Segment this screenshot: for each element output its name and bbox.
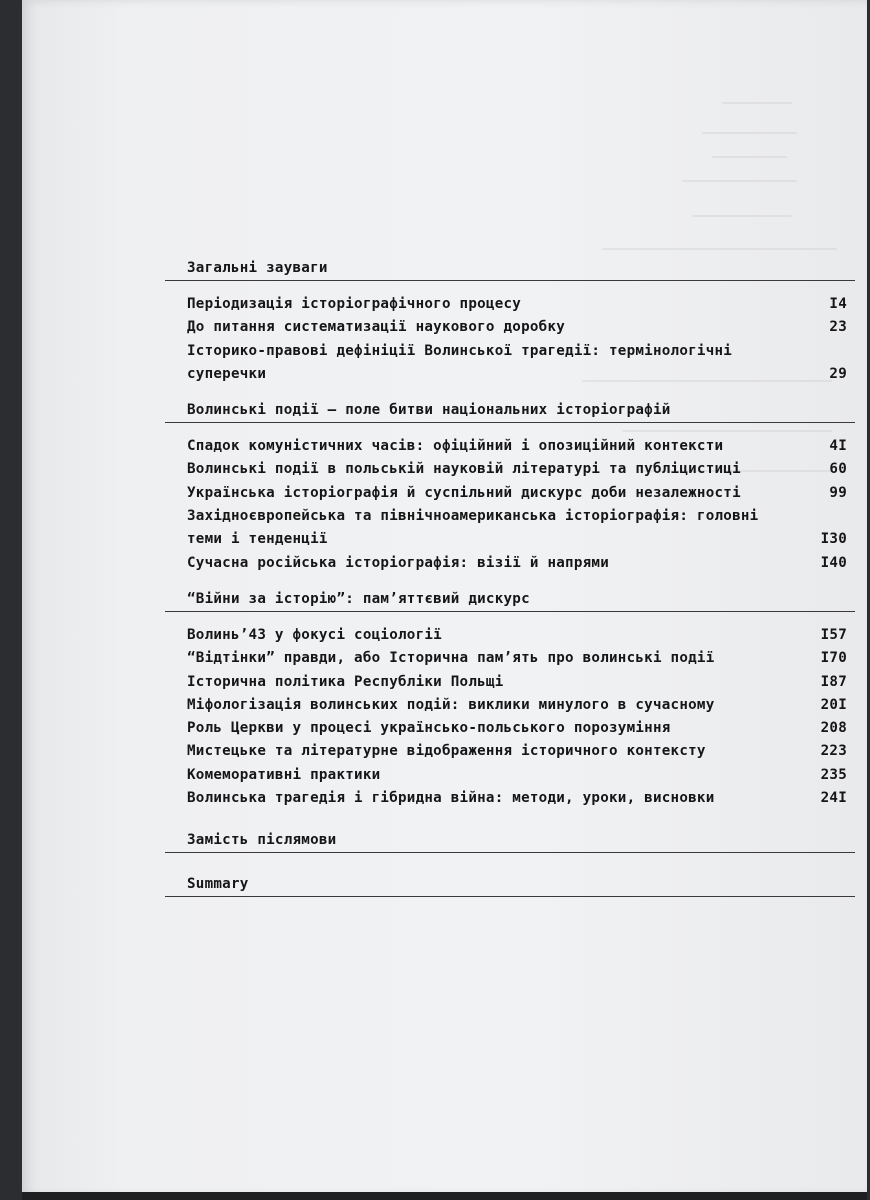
entry-page-number: I4 xyxy=(829,296,847,312)
entry-page-number: I57 xyxy=(820,626,847,643)
entry-title: Західноєвропейська та північноамериканська історіографія: головні теми і тенденції xyxy=(187,508,759,548)
entry-page-number: 235 xyxy=(820,766,847,783)
entry-title: Сучасна російська історіографія: візії й напрями xyxy=(187,554,609,571)
bleed-through-mark xyxy=(682,180,797,182)
toc-entry xyxy=(187,340,855,387)
toc-entry xyxy=(187,717,855,740)
toc-entry xyxy=(187,293,855,316)
entry-title: Роль Церкви у процесі українсько-польського порозуміння xyxy=(187,720,671,737)
toc-section-afterword xyxy=(165,830,855,853)
bleed-through-mark xyxy=(712,156,787,158)
toc-entry xyxy=(187,458,855,481)
bleed-through-mark xyxy=(602,248,837,250)
entry-title: Мистецьке та літературне відображення історичного контексту xyxy=(187,743,706,760)
toc-section-history-wars xyxy=(165,589,855,824)
entry-page-number: 24I xyxy=(820,790,847,807)
entry-page-number: 208 xyxy=(820,720,847,737)
section-title: “Війни за історію”: пам’яттєвий дискурс xyxy=(165,589,855,612)
entry-page-number: I40 xyxy=(820,554,847,571)
entry-page-number: I87 xyxy=(820,673,847,690)
entry-title: Історична політика Республіки Польщі xyxy=(187,673,504,690)
bleed-through-mark xyxy=(722,102,792,104)
toc-entry xyxy=(187,316,855,339)
toc-entry xyxy=(187,552,855,575)
toc-section-general-remarks xyxy=(165,258,855,400)
section-title: Замість післямови xyxy=(165,830,855,853)
toc-entry xyxy=(187,505,855,552)
section-title: Волинські події – поле битви національних історіографій xyxy=(165,400,855,423)
entry-title: Волинська трагедія і гібридна війна: методи, уроки, висновки xyxy=(187,790,715,807)
entry-title: “Відтінки” правди, або Історична пам’ять про волинські події xyxy=(187,650,715,667)
entry-title: Волинські події в польській науковій літературі та публіцистиці xyxy=(187,461,741,478)
entry-page-number: I70 xyxy=(820,650,847,667)
entry-page-number: 99 xyxy=(829,484,847,501)
entry-page-number: I30 xyxy=(820,531,847,548)
entry-page-number: 23 xyxy=(829,319,847,336)
toc-entry xyxy=(187,482,855,505)
entry-title: Міфологізація волинських подій: виклики минулого в сучасному xyxy=(187,696,715,713)
section-title: Summary xyxy=(165,874,855,897)
table-of-contents xyxy=(165,258,855,897)
toc-entry xyxy=(187,435,855,458)
entry-title: Комеморативні практики xyxy=(187,766,381,783)
toc-entry xyxy=(187,647,855,670)
entry-title: Історико-правові дефініції Волинської трагедії: термінологічні суперечки xyxy=(187,342,733,382)
toc-section-summary xyxy=(165,874,855,897)
toc-entry xyxy=(187,740,855,763)
toc-entry xyxy=(187,694,855,717)
toc-entry xyxy=(187,671,855,694)
entry-title: До питання систематизації наукового доробку xyxy=(187,319,566,336)
bleed-through-mark xyxy=(702,132,797,134)
entry-title: Спадок комуністичних часів: офіційний і опозиційний контексти xyxy=(187,438,724,455)
section-title: Загальні зауваги xyxy=(165,258,855,281)
entry-page-number: 29 xyxy=(829,365,847,382)
toc-entry xyxy=(187,787,855,810)
page-bottom-edge xyxy=(22,1192,867,1200)
entry-title: Українська історіографія й суспільний дискурс доби незалежності xyxy=(187,484,741,501)
entry-page-number: 60 xyxy=(829,461,847,478)
toc-entry xyxy=(187,624,855,647)
toc-section-battlefield xyxy=(165,400,855,589)
entry-title: Періодизація історіографічного процесу xyxy=(187,296,522,312)
entry-page-number: 4I xyxy=(829,438,847,455)
entry-page-number: 20I xyxy=(820,696,847,713)
toc-entry xyxy=(187,764,855,787)
entry-title: Волинь’43 у фокусі соціології xyxy=(187,626,442,643)
entry-page-number: 223 xyxy=(820,743,847,760)
bleed-through-mark xyxy=(692,215,792,217)
